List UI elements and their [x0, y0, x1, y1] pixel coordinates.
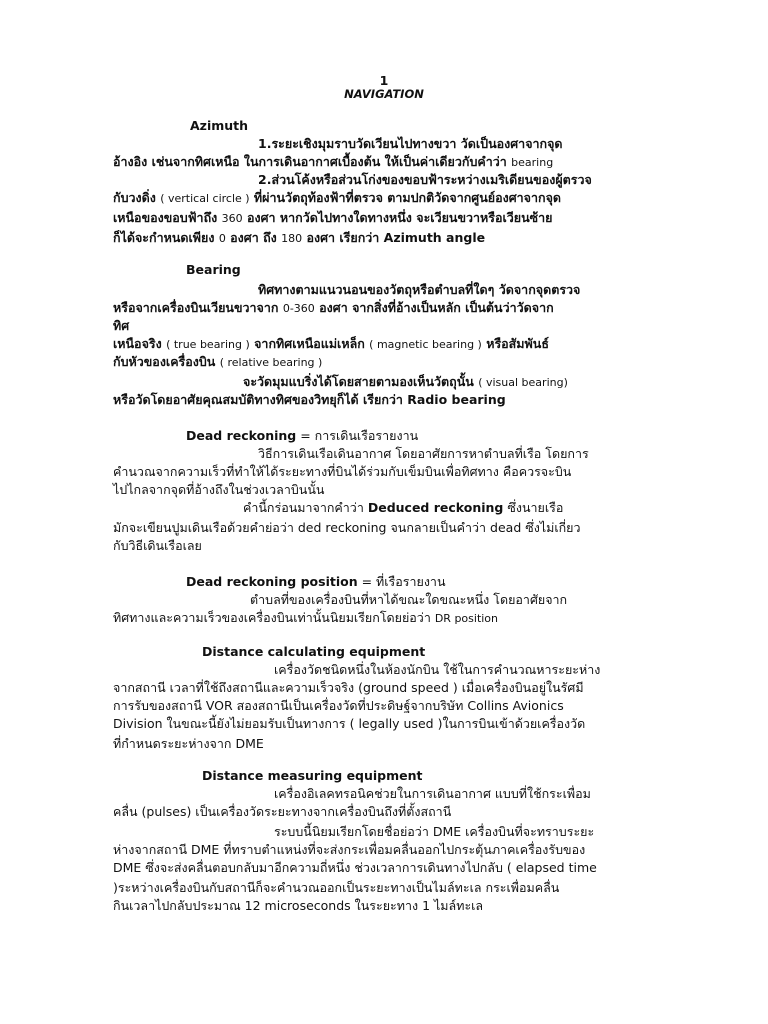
dme-line-6: )ระหว่างเครื่องบินกับสถานีก็จะคำนวณออกเป็นระยะทางเป็นไมล์ทะเล กระเพื่อมคลื่น	[113, 880, 560, 895]
dme-line-7: กินเวลาไปกลับประมาณ 12 microseconds ในระยะทาง 1 ไมล์ทะเล	[113, 898, 484, 913]
dead-reckoning-line-5: มักจะเขียนปูมเดินเรือด้วยคำย่อว่า ded reckoning จนกลายเป็นคำว่า dead ซึ่งไม่เกี่ยว	[113, 520, 581, 535]
dce-heading: Distance calculating equipment	[202, 644, 426, 659]
dead-reckoning-line-1: วิธีการเดินเรือเดินอากาศ โดยอาศัยการหาตำบลที่เรือ โดยการ	[258, 446, 589, 461]
dr-position-line-1: ตำบลที่ของเครื่องบินที่หาได้ขณะใดขณะหนึ่ง โดยอาศัยจาก	[250, 592, 568, 607]
dme-line-1: เครื่องอิเลคทรอนิคช่วยในการเดินอากาศ แบบที่ใช้กระเพื่อม	[274, 786, 591, 801]
dce-line-5: ที่กำหนดระยะห่างจาก DME	[113, 736, 264, 751]
azimuth-heading: Azimuth	[190, 118, 249, 133]
bearing-line-3: ทิศ	[113, 318, 130, 333]
page-title: NAVIGATION	[344, 87, 424, 101]
dme-heading: Distance measuring equipment	[202, 768, 423, 783]
dead-reckoning-line-4: คำนี้กร่อนมาจากคำว่า Deduced reckoning ซึ่งนายเรือ	[243, 500, 564, 515]
azimuth-line-5: เหนือของขอบฟ้าถึง 360 องศา หากวัดไปทางใดทางหนึ่ง จะเวียนขวาหรือเวียนซ้าย	[113, 210, 553, 225]
bearing-line-1: ทิศทางตามแนวนอนของวัตถุหรือตำบลที่ใดๆ วัดจากจุดตรวจ	[258, 282, 581, 297]
bearing-line-2: หรือจากเครื่องบินเวียนขวาจาก 0-360 องศา จากสิ่งที่อ้างเป็นหลัก เป็นต้นว่าวัดจาก	[113, 300, 554, 315]
bearing-line-7: หรือวัดโดยอาศัยคุณสมบัติทางทิศของวิทยุก็ได้ เรียกว่า Radio bearing	[113, 392, 506, 407]
azimuth-line-3: 2.ส่วนโค้งหรือส่วนโก่งของขอบฟ้าระหว่างเมริเดียนของผู้ตรวจ	[258, 172, 592, 187]
dce-line-2: จากสถานี เวลาที่ใช้ถึงสถานีและความเร็วจริง (ground speed ) เมื่อเครื่องบินอยู่ในรัศมี	[113, 680, 584, 695]
dme-line-5: DME ซึ่งจะส่งคลื่นตอบกลับมาอีกความถี่หนึ่ง ช่วงเวลาการเดินทางไปกลับ ( elapsed time	[113, 860, 597, 875]
azimuth-line-6: ก็ได้จะกำหนดเพียง 0 องศา ถึง 180 องศา เรียกว่า Azimuth angle	[113, 230, 486, 245]
bearing-heading: Bearing	[186, 262, 241, 277]
bearing-line-5: กับหัวของเครื่องบิน ( relative bearing )	[113, 354, 323, 369]
page-number: 1	[379, 73, 389, 88]
dce-line-3: การรับของสถานี VOR สองสถานีเป็นเครื่องวัดที่ประดิษฐ์จากบริษัท Collins Avionics	[113, 698, 564, 713]
dce-line-1: เครื่องวัดชนิดหนึ่งในห้องนักบิน ใช้ในการคำนวณหาระยะห่าง	[274, 662, 601, 677]
dead-reckoning-line-2: คำนวณจากความเร็วที่ทำให้ได้ระยะทางที่บินได้ร่วมกับเข็มบินเพื่อทิศทาง คือควรจะบิน	[113, 464, 572, 479]
dead-reckoning-line-6: กับวิธีเดินเรือเลย	[113, 538, 202, 553]
dr-position-heading: Dead reckoning position = ที่เรือรายงาน	[186, 574, 446, 589]
dead-reckoning-line-3: ไปไกลจากจุดที่อ้างถึงในช่วงเวลาบินนั้น	[113, 482, 325, 497]
bearing-line-4: เหนือจริง ( true bearing ) จากทิศเหนือแม่เหล็ก ( magnetic bearing ) หรือสัมพันธ์	[113, 336, 549, 351]
dme-line-4: ห่างจากสถานี DME ที่ทราบตำแหน่งที่จะส่งกระเพื่อมคลื่นออกไปกระตุ้นภาคเครื่องรับของ	[113, 842, 586, 857]
azimuth-line-2: อ้างอิง เช่นจากทิศเหนือ ในการเดินอากาศเบื้องต้น ให้เป็นค่าเดียวกับคำว่า bearing	[113, 154, 554, 169]
azimuth-line-4: กับวงดิ่ง ( vertical circle ) ที่ผ่านวัตถุท้องฟ้าที่ตรวจ ตามปกติวัดจากศูนย์องศาจากจุด	[113, 190, 562, 205]
dme-line-2: คลื่น (pulses) เป็นเครื่องวัดระยะทางจากเครื่องบินถึงที่ตั้งสถานี	[113, 804, 452, 819]
bearing-line-6: จะวัดมุมแบริ่งได้โดยสายตามองเห็นวัตถุนั้น ( visual bearing)	[243, 374, 568, 389]
dce-line-4: Division ในขณะนี้ยังไม่ยอมรับเป็นทางการ ( legally used )ในการบินเข้าด้วยเครื่องวัด	[113, 716, 586, 731]
dme-line-3: ระบบนี้นิยมเรียกโดยชื่อย่อว่า DME เครื่องบินที่จะทราบระยะ	[274, 824, 595, 839]
azimuth-line-1: 1.ระยะเชิงมุมราบวัดเวียนไปทางขวา วัดเป็นองศาจากจุด	[258, 136, 563, 151]
dr-position-line-2: ทิศทางและความเร็วของเครื่องบินเท่านั้นนิยมเรียกโดยย่อว่า DR position	[113, 610, 499, 625]
dead-reckoning-heading: Dead reckoning = การเดินเรือรายงาน	[186, 428, 419, 443]
